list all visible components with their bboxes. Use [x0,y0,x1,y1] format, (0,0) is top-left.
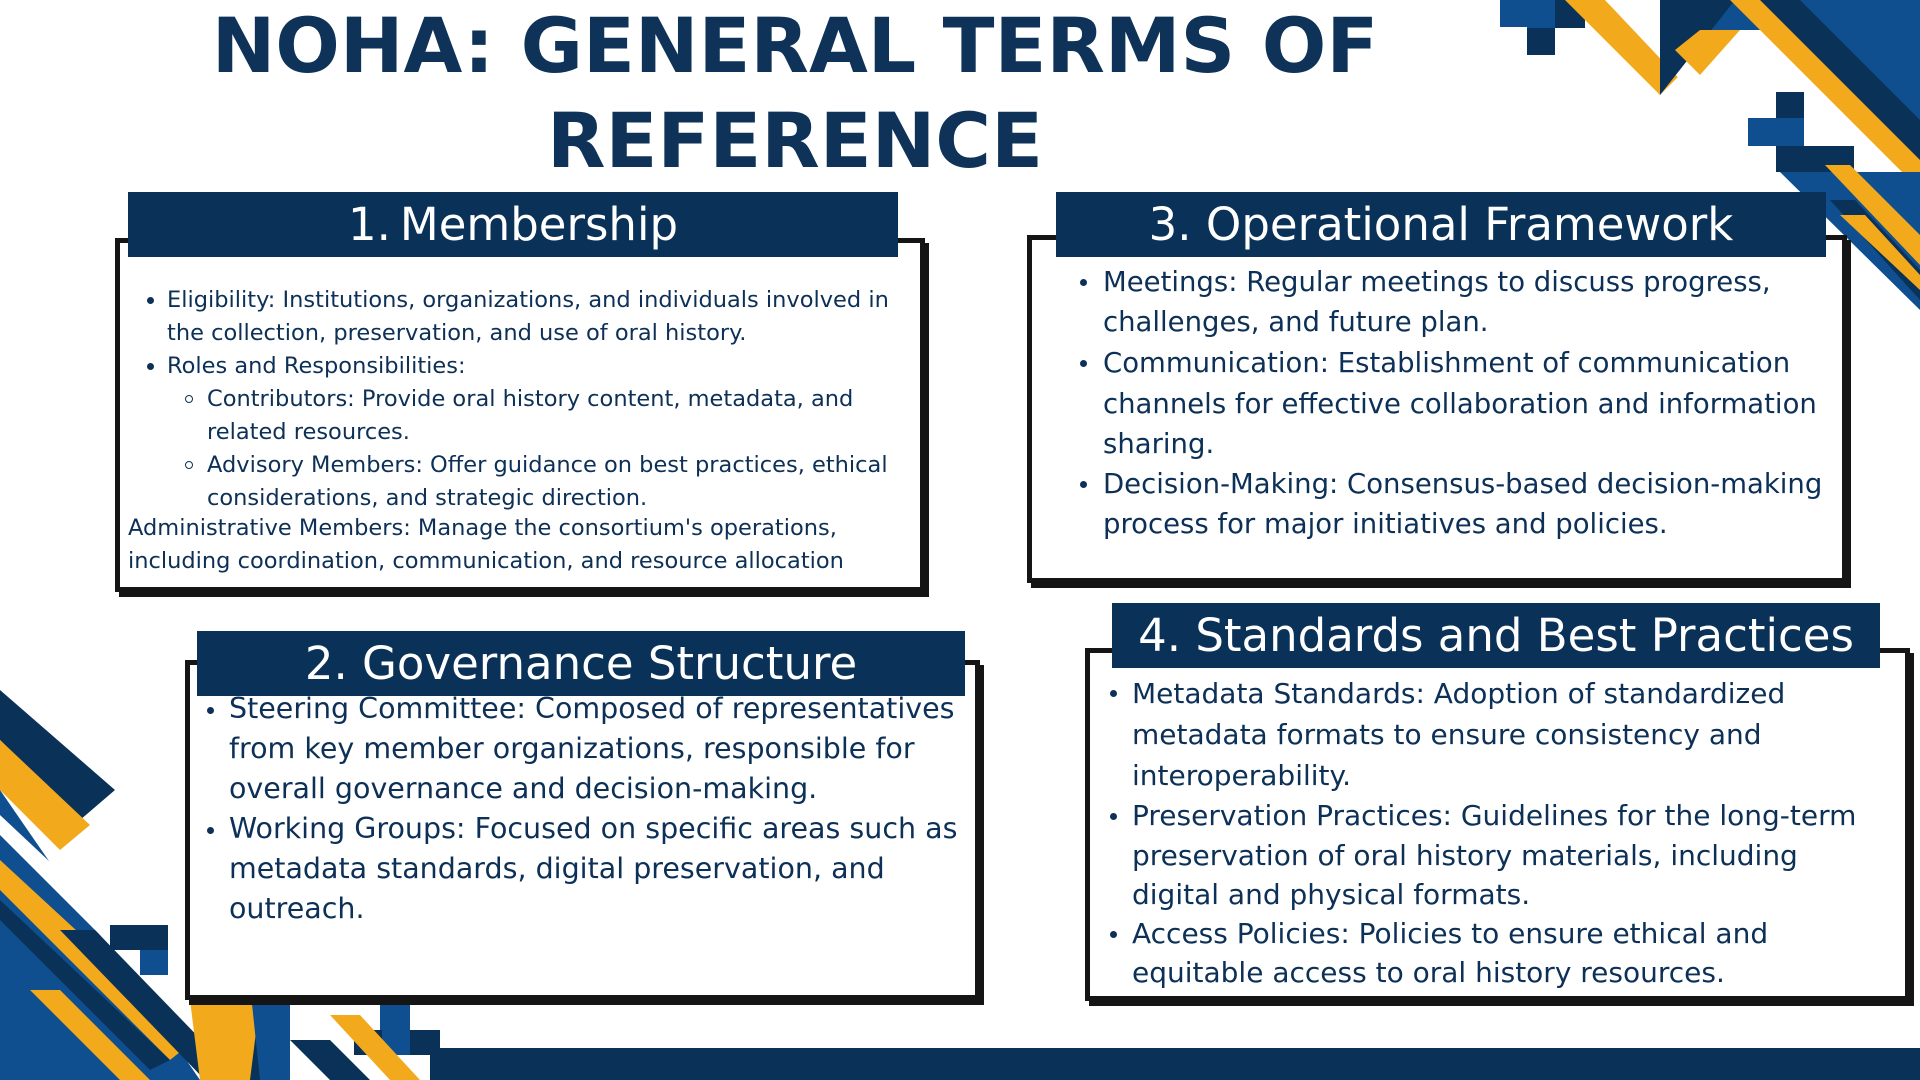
bottom-band [430,1048,1920,1080]
standards-body [1132,673,1887,992]
list-item: Steering Committee: Composed of representatives from key member organizations, responsible for overall governance and decision-making. [229,689,964,809]
standards-heading: 4. Standards and Best Practices [1112,603,1880,668]
list-item: Meetings: Regular meetings to discuss progress, challenges, and future plan. [1103,262,1823,342]
list-item: Eligibility: Institutions, organizations, and individuals involved in the collection, preservation, and use of oral history. [167,284,909,350]
governance-heading: 2. Governance Structure [197,631,965,696]
list-item: Decision-Making: Consensus-based decision-making process for major initiatives and policies. [1103,464,1823,544]
membership-body [167,284,909,515]
membership-heading: 1. Membership [128,192,898,257]
list-item: Contributors: Provide oral history content, metadata, and related resources. [207,383,909,449]
list-item: Working Groups: Focused on specific areas such as metadata standards, digital preservation, and outreach. [229,809,964,929]
operational-heading: 3. Operational Framework [1056,192,1826,257]
list-item: Preservation Practices: Guidelines for the long-term preservation of oral history materials, including digital and physical formats. [1132,796,1887,915]
list-item: Access Policies: Policies to ensure ethical and equitable access to oral history resources. [1132,914,1887,992]
list-item [167,350,909,515]
page-title-line-1: NOHA: GENERAL TERMS OF [211,1,1379,90]
governance-body [229,689,964,929]
administrative-members-text: Administrative Members: Manage the consortium's operations, including coordination, communication, and resource allocation [128,515,844,574]
list-item: Communication: Establishment of communication channels for effective collaboration and information sharing. [1103,343,1823,465]
roles-label: Roles and Responsibilities: [167,353,466,379]
operational-body [1103,262,1823,544]
list-item: Advisory Members: Offer guidance on best practices, ethical considerations, and strategic direction. [207,449,909,515]
page-title-line-2: REFERENCE [546,96,1043,185]
list-item: Metadata Standards: Adoption of standardized metadata formats to ensure consistency and interoperability. [1132,673,1887,796]
